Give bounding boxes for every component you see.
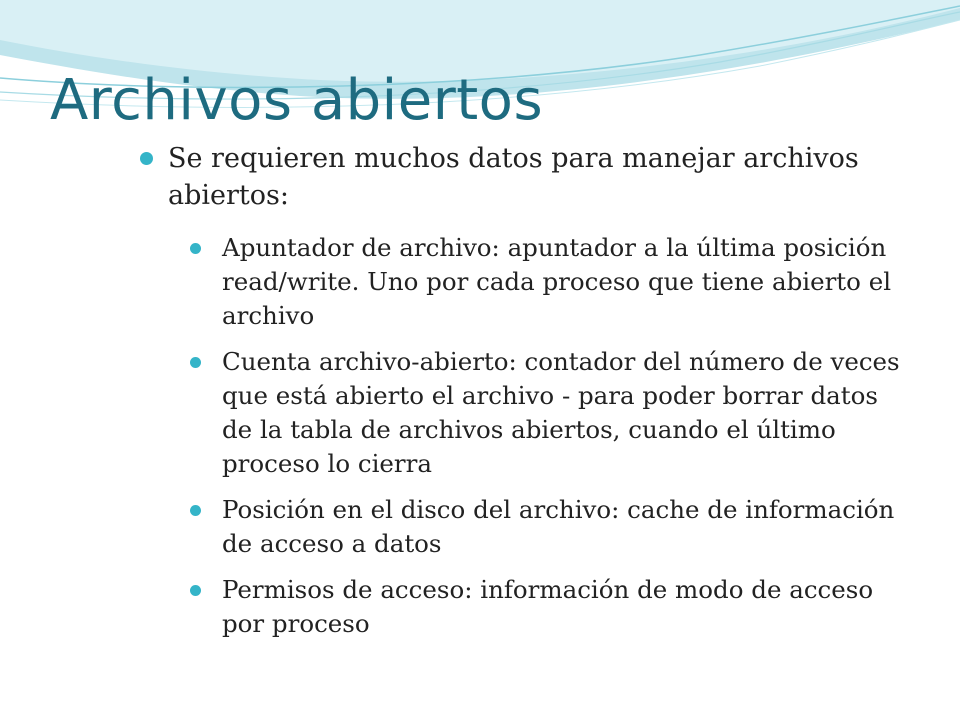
sub-bullet-item	[190, 573, 900, 641]
main-bullet-text: Se requieren muchos datos para manejar archivos abiertos:	[168, 143, 859, 211]
bullet-icon	[190, 505, 201, 516]
slide-title: Archivos abiertos	[50, 68, 544, 133]
sub-bullet-text: Posición en el disco del archivo: cache de información de acceso a datos	[222, 495, 895, 558]
main-bullet-item	[140, 140, 900, 214]
sub-bullet-list	[190, 231, 900, 641]
sub-bullet-text: Cuenta archivo-abierto: contador del número de veces que está abierto el archivo - para poder borrar datos de la tabla de archivos abiertos, cuando el último proceso lo cierra	[222, 347, 900, 478]
bullet-icon	[190, 585, 201, 596]
slide-content	[140, 140, 900, 653]
bullet-icon	[190, 357, 201, 368]
sub-bullet-item	[190, 493, 900, 561]
bullet-icon	[190, 243, 201, 254]
sub-bullet-item	[190, 231, 900, 333]
sub-bullet-text: Apuntador de archivo: apuntador a la última posición read/write. Uno por cada proceso que tiene abierto el archivo	[222, 233, 892, 330]
bullet-icon	[140, 152, 153, 165]
sub-bullet-text: Permisos de acceso: información de modo de acceso por proceso	[222, 575, 874, 638]
sub-bullet-item	[190, 345, 900, 481]
